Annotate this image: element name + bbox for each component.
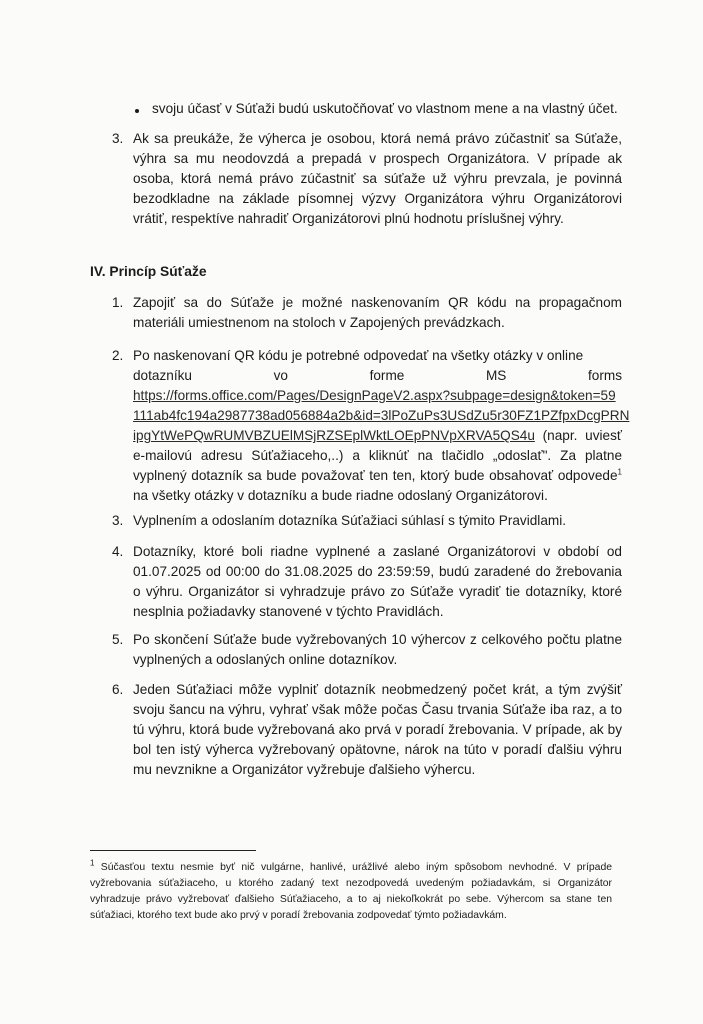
item-2-rest: ipgYtWePQwRUMVBZUElMSjRZSEplWktLOEpPNVpXRVA5QS4u (napr. uviesť e-mailovú adresu Súťažiaceho,..) a kliknúť na tlačidlo „odoslať". Za platne vyplnený dotazník sa bude považovať ten ten, ktorý bude obsahovať odpovede$^1$ na všetky otázky v dotazníku a bude riadne odoslaný Organizátorovi. bbox=[133, 428, 622, 503]
item-number: 1. bbox=[112, 295, 124, 310]
item-number: 2. bbox=[112, 348, 124, 363]
item-4-text: Dotazníky, ktoré boli riadne vyplnené a zaslané Organizátorovi v období od 01.07.2025 od 00:00 do 31.08.2025 do 23:59:59, budú zaradené do žrebovania o výhru. Organizátor si vyhradzuje právo zo Súťaže vyradiť tie dotazníky, ktoré nesplnia požiadavky stanovené v týchto Pravidlách. bbox=[133, 544, 622, 619]
forms-link[interactable]: https://forms.office.com/Pages/DesignPageV2.aspx?subpage=design&token=59 bbox=[133, 388, 616, 403]
item-3-text: Vyplnením a odoslaním dotazníka Súťažiaci súhlasí s týmito Pravidlami. bbox=[133, 513, 566, 528]
forms-link-continued[interactable]: 111ab4fc194a2987738ad056884a2b&id=3lPoZuPs3USdZu5r30FZ1PZfpxDcgPRN bbox=[133, 408, 630, 423]
item-number: 6. bbox=[112, 682, 124, 697]
bullet-item-text: svoju účasť v Súťaži budú uskutočňovať vo vlastnom mene a na vlastný účet. bbox=[152, 101, 618, 116]
footnote-mark: 1 bbox=[90, 858, 95, 868]
footnote-separator bbox=[90, 850, 256, 851]
bullet-marker bbox=[135, 109, 139, 113]
section3-text: Ak sa preukáže, že výherca je osobou, ktorá nemá právo zúčastniť sa Súťaže, výhra sa mu neodovzdá a prepadá v prospech Organizátora. V prípade ak osoba, ktorá nemá právo zúčastniť sa súťaže už výhru prevzala, je povinná bezodkladne na základe písomnej výzvy Organizátora výhru Organizátorovi vrátiť, respektíve nahradiť Organizátorovi plnú hodnotu príslušnej výhry. bbox=[133, 131, 622, 226]
item-6-text: Jeden Súťažiaci môže vyplniť dotazník neobmedzený počet krát, a tým zvýšiť svoju šancu na výhru, vyhrať však môže počas Času trvania Súťaže iba raz, a to tú výhru, ktorá bude vyžrebovaná ako prvá v poradí žrebovania. V prípade, ak by bol ten istý výherca vyžrebovaný opätovne, nárok na túto v poradí ďalšiu výhru mu nevznikne a Organizátor vyžrebuje ďalšieho výhercu. bbox=[133, 682, 622, 777]
forms-link-end[interactable]: ipgYtWePQwRUMVBZUElMSjRZSEplWktLOEpPNVpXRVA5QS4u bbox=[133, 428, 535, 443]
footnote-reference[interactable]: 1 bbox=[617, 467, 622, 477]
footnote-text: Súčasťou textu nesmie byť nič vulgárne, hanlivé, urážlivé alebo iným spôsobom nevhodné. V prípade vyžrebovania súťažiaceho, u ktorého zadaný text nezodpovedá uvedeným požiadavkám, si Organizátor vyhradzuje právo vyžrebovať ďalšieho Súťažiaceho, a to aj niekoľkokrát po sebe. Výhercom sa stane ten súťažiaci, ktorého text bude ako prvý v poradí žrebovania zodpovedať týmto požiadavkám. bbox=[90, 862, 612, 921]
item-number: 5. bbox=[112, 632, 124, 647]
item-number: 3. bbox=[112, 513, 124, 528]
item-2-line2: dotazníku vo forme MS forms bbox=[133, 368, 622, 383]
footnote bbox=[90, 860, 612, 924]
section-heading: IV. Princíp Súťaže bbox=[90, 264, 207, 279]
item-number: 3. bbox=[112, 131, 124, 146]
item-5-text: Po skončení Súťaže bude vyžrebovaných 10 výhercov z celkového počtu platne vyplnených a odoslaných online dotazníkov. bbox=[133, 632, 622, 667]
item-2-text bbox=[133, 346, 630, 506]
item-1-text: Zapojiť sa do Súťaže je možné naskenovaním QR kódu na propagačnom materiáli umiestnenom na stoloch v Zapojených prevádzkach. bbox=[133, 295, 622, 330]
item-2-line1: Po naskenovaní QR kódu je potrebné odpovedať na všetky otázky v online bbox=[133, 348, 584, 363]
item-number: 4. bbox=[112, 544, 124, 559]
